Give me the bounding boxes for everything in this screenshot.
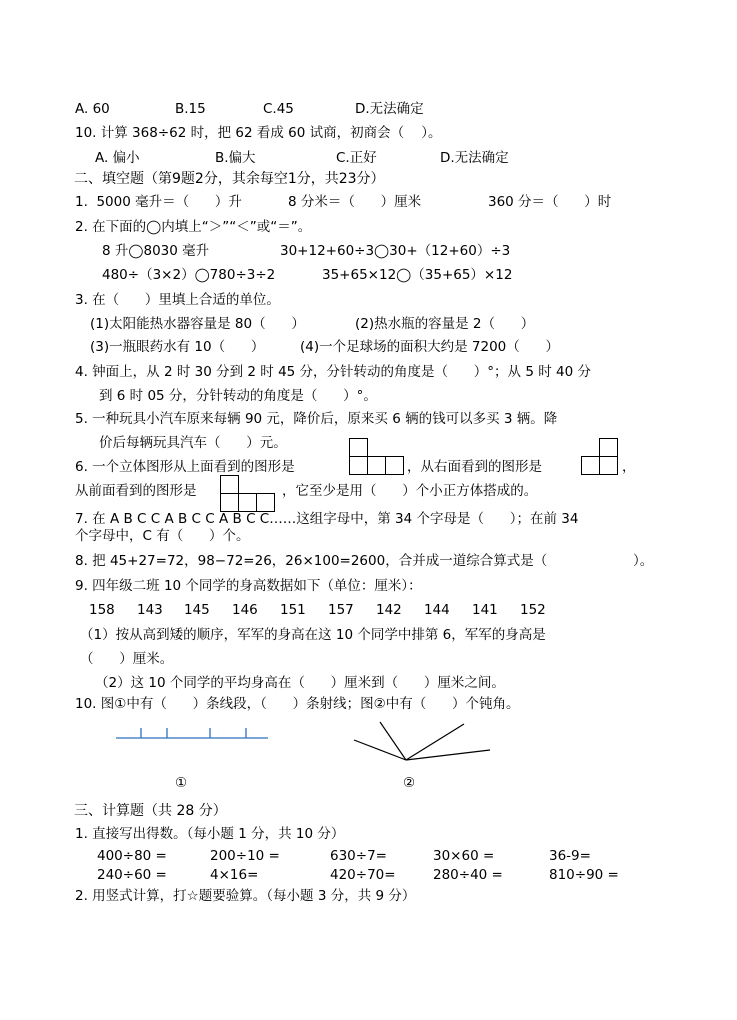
right-view-figure: [581, 438, 621, 476]
height-value: 146: [232, 602, 258, 618]
fill-q7-line1: 7. 在 A B C C A B C C A B C C……这组字母中，第 34 个字母是（ ）；在前 34: [75, 511, 579, 527]
figure-2-label: ②: [403, 775, 416, 791]
calc-item: 400÷80 =: [97, 848, 167, 864]
q10-option-b: B.偏大: [215, 150, 256, 166]
calc-item: 240÷60 =: [97, 867, 167, 883]
q9-option-c: C.45: [263, 101, 294, 117]
calc-item: 420÷70=: [330, 867, 396, 883]
q10-option-c: C.正好: [336, 150, 377, 166]
fill-q9-part1-line1: （1）按从高到矮的顺序，军军的身高在这 10 个同学中排第 6，军军的身高是: [80, 627, 546, 643]
fill-q6-part1: 6. 一个立体图形从上面看到的图形是: [75, 459, 295, 475]
fill-q10-stem: 10. 图①中有（ ）条线段，（ ）条射线；图②中有（ ）个钝角。: [75, 696, 520, 712]
section-3-title: 三、计算题（共 28 分）: [74, 803, 227, 819]
q10-stem: 10. 计算 368÷62 时，把 62 看成 60 试商，初商会（ ）。: [75, 125, 442, 141]
fill-q6-part5: ，它至少是用（ ）个小正方体搭成的。: [282, 483, 538, 499]
section-2-title: 二、填空题（第9题2分，其余每空1分，共23分）: [74, 171, 385, 187]
q10-option-d: D.无法确定: [440, 150, 509, 166]
calc-q1-stem: 1. 直接写出得数。（每小题 1 分，共 10 分）: [75, 826, 345, 842]
fill-q4-line2: 到 6 时 05 分，分针转动的角度是（ ）°。: [99, 388, 377, 404]
height-value: 151: [280, 602, 306, 618]
front-view-figure: [220, 475, 278, 513]
calc-item: 30×60 =: [433, 848, 495, 864]
fill-q6-part2: ，从右面看到的图形是: [407, 459, 542, 475]
fill-q6-part4: 从前面看到的图形是: [75, 483, 197, 499]
fill-q4-line1: 4. 钟面上，从 2 时 30 分到 2 时 45 分，分针转动的角度是（ ）°；从 5 时 40 分: [75, 364, 591, 380]
calc-item: 36-9=: [549, 848, 591, 864]
fill-q2-compare-3: 480÷（3×2）◯780÷3÷2: [102, 267, 276, 283]
fill-q1-part3: 360 分＝（ ）时: [488, 194, 612, 210]
angles-figure: [350, 720, 495, 765]
fill-q5-line1: 5. 一种玩具小汽车原来每辆 90 元，降价后，原来买 6 辆的钱可以多买 3 辆。降: [75, 411, 558, 427]
fill-q2-compare-2: 30+12+60÷3◯30+（12+60）÷3: [280, 243, 511, 259]
height-value: 157: [328, 602, 354, 618]
line-segment-figure: [114, 724, 270, 742]
q9-option-a: A. 60: [75, 101, 110, 117]
q9-option-d: D.无法确定: [355, 101, 424, 117]
calc-item: 4×16=: [210, 867, 259, 883]
calc-item: 200÷10 =: [210, 848, 280, 864]
calc-q2-stem: 2. 用竖式计算，打☆题要验算。（每小题 3 分，共 9 分）: [75, 888, 416, 904]
calc-item: 630÷7=: [330, 848, 387, 864]
fill-q3-part3: (3)一瓶眼药水有 10（ ）: [90, 339, 265, 355]
height-value: 144: [424, 602, 450, 618]
fill-q9-part2: （2）这 10 个同学的平均身高在（ ）厘米到（ ）厘米之间。: [95, 675, 505, 691]
height-value: 152: [520, 602, 546, 618]
fill-q2-stem: 2. 在下面的◯内填上“＞”“＜”或“＝”。: [75, 219, 312, 235]
fill-q2-compare-1: 8 升◯8030 毫升: [102, 243, 210, 259]
height-value: 142: [376, 602, 402, 618]
calc-item: 280÷40 =: [433, 867, 503, 883]
fill-q9-part1-line2: （ ）厘米。: [80, 651, 174, 667]
height-value: 145: [184, 602, 210, 618]
q10-option-a: A. 偏小: [95, 150, 140, 166]
q9-option-b: B.15: [175, 101, 206, 117]
fill-q7-line2: 个字母中，C 有（ ）个。: [75, 528, 250, 544]
calc-item: 810÷90 =: [549, 867, 619, 883]
height-value: 141: [472, 602, 498, 618]
fill-q3-part4: (4)一个足球场的面积大约是 7200（ ）: [300, 339, 560, 355]
fill-q1-part2: 8 分米＝（ ）厘米: [288, 194, 422, 210]
top-view-figure: [349, 438, 405, 476]
fill-q1-part1: 1. 5000 毫升＝（ ）升: [75, 194, 242, 210]
fill-q9-stem: 9. 四年级二班 10 个同学的身高数据如下（单位：厘米）：: [75, 578, 422, 594]
fill-q5-line2: 价后每辆玩具汽车（ ）元。: [99, 435, 287, 451]
height-value: 158: [89, 602, 115, 618]
fill-q8: 8. 把 45+27=72，98−72=26，26×100=2600，合并成一道综合算式是（ ）。: [75, 553, 654, 569]
figure-1-label: ①: [175, 775, 188, 791]
height-value: 143: [137, 602, 163, 618]
fill-q3-stem: 3. 在（ ）里填上合适的单位。: [75, 292, 280, 308]
fill-q2-compare-4: 35+65×12◯（35+65）×12: [322, 267, 513, 283]
fill-q6-part3: ，: [622, 459, 636, 475]
fill-q3-part1: (1)太阳能热水器容量是 80（ ）: [90, 316, 305, 332]
fill-q3-part2: (2)热水瓶的容量是 2（ ）: [355, 316, 535, 332]
